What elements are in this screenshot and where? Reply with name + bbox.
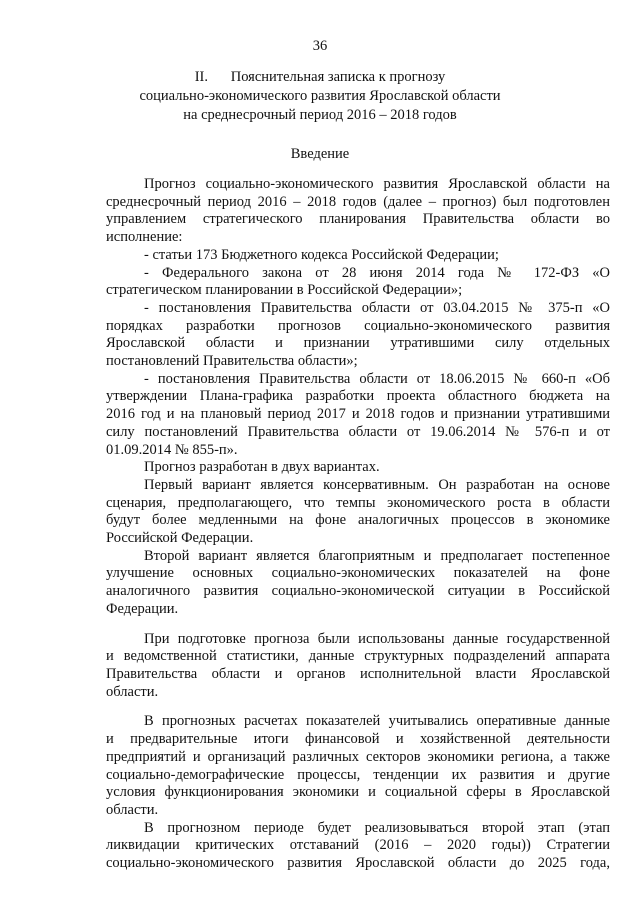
body-line: среднесрочный период 2016 – 2018 годов (далее – прогноз) был подготовлен — [106, 193, 610, 210]
body-line: условия функционирования экономики и социальной сферы в Ярославской — [106, 784, 610, 801]
body-line: - постановления Правительства области от 03.04.2015 № 375-п «О — [144, 299, 610, 316]
heading-title-line-1: Пояснительная записка к прогнозу — [230, 69, 446, 85]
body-line: сценария, предполагающего, что темпы экономического роста в области — [106, 494, 610, 511]
body-line: и ведомственной статистики, данные структурных подразделений аппарата — [106, 648, 610, 665]
introduction-heading: Введение — [290, 146, 350, 162]
section-number: II. — [194, 69, 209, 85]
page-number: 36 — [312, 38, 328, 54]
body-line: Правительства области и органов исполнительной власти Ярославской — [106, 665, 610, 682]
document-body — [106, 176, 610, 873]
body-line: утверждении Плана-графика разработки проекта областного бюджета на — [106, 388, 610, 405]
body-line: Первый вариант является консервативным. Он разработан на основе — [144, 476, 610, 493]
body-line: и предварительные итоги финансовой и хозяйственной деятельности — [106, 731, 610, 748]
body-line: Прогноз разработан в двух вариантах. — [144, 459, 380, 476]
body-line: Прогноз социально-экономического развития Ярославской области на — [144, 176, 610, 192]
body-line: Федерации. — [106, 600, 179, 617]
body-line: 2016 год и на плановый период 2017 и 2018 годов и признании утратившими — [106, 406, 610, 423]
body-line: - Федерального закона от 28 июня 2014 года № 172-ФЗ «О — [144, 264, 610, 281]
body-line: управлением стратегического планирования Правительства области во — [106, 211, 610, 228]
body-line: предприятий и организаций различных секторов экономики региона, а также — [106, 748, 610, 765]
body-line: стратегическом планировании в Российской Федерации»; — [106, 282, 463, 299]
body-line: порядках разработки прогнозов социально-экономического развития — [106, 317, 610, 334]
body-line: улучшение основных социально-экономических показателей на фоне — [106, 565, 610, 582]
section-heading — [0, 68, 640, 125]
heading-line-1 — [0, 68, 640, 87]
body-line: аналогичного развития социально-экономической ситуации в Российской — [106, 583, 610, 600]
body-line: области. — [106, 801, 159, 818]
body-line: области. — [106, 683, 159, 700]
body-line: 01.09.2014 № 855-п». — [106, 441, 238, 458]
body-line: При подготовке прогноза были использованы данные государственной — [144, 630, 610, 647]
heading-line-2: социально-экономического развития Ярославской области — [139, 88, 501, 104]
body-line: ликвидации критических отставаний (2016 – 2020 годы)) Стратегии — [106, 837, 610, 854]
body-line: Российской Федерации. — [106, 530, 254, 547]
body-line: социально-экономического развития Ярославской области до 2025 года, — [106, 855, 610, 872]
body-line: Ярославской области и признании утратившими силу отдельных — [106, 335, 610, 352]
heading-line-3: на среднесрочный период 2016 – 2018 годов — [183, 107, 457, 123]
body-line: В прогнозном периоде будет реализовываться второй этап (этап — [144, 819, 610, 836]
body-line: исполнение: — [106, 229, 183, 246]
body-line: постановлений Правительства области»; — [106, 353, 358, 370]
body-line: - статьи 173 Бюджетного кодекса Российской Федерации; — [144, 246, 499, 263]
body-line: Второй вариант является благоприятным и предполагает постепенное — [144, 547, 610, 564]
body-line: В прогнозных расчетах показателей учитывались оперативные данные — [144, 713, 610, 730]
body-line: будут более медленными на фоне аналогичных процессов в экономике — [106, 512, 610, 529]
body-line: социально-демографические процессы, тенденции их развития и другие — [106, 766, 610, 783]
body-line: - постановления Правительства области от 18.06.2015 № 660-п «Об — [144, 370, 610, 387]
body-line: силу постановлений Правительства области от 19.06.2014 № 576-п и от — [106, 423, 610, 440]
